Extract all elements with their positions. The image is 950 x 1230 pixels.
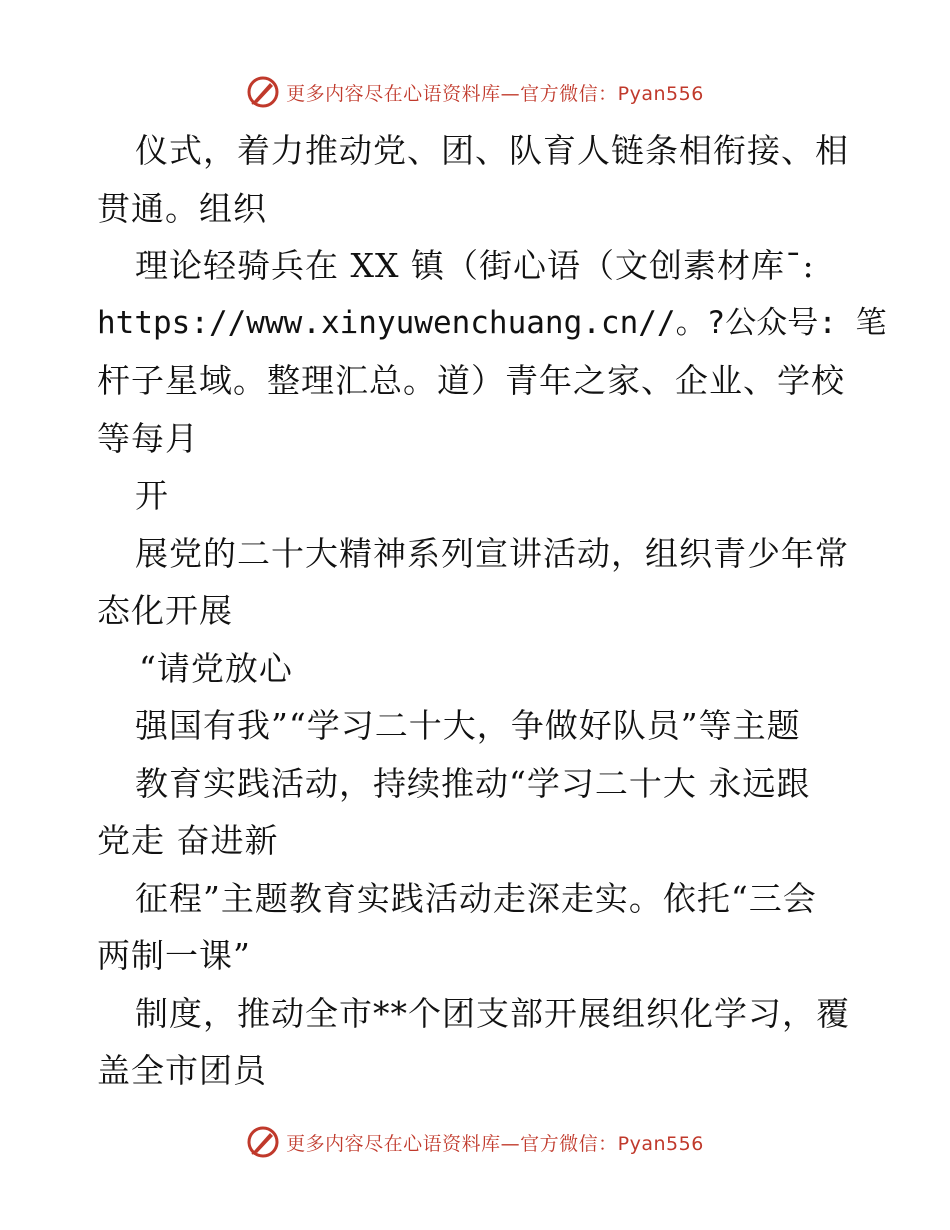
body-line: 贯通。组织 — [97, 188, 267, 228]
header-banner — [0, 72, 950, 112]
body-line: 开 — [135, 476, 169, 515]
body-line: 两制一课” — [97, 936, 251, 975]
footer-banner-text: 更多内容尽在心语资料库—官方微信：Pyan556 — [286, 1132, 704, 1155]
footer-banner — [0, 1122, 950, 1162]
body-line: 态化开展 — [97, 591, 233, 630]
body-line: 理论轻骑兵在 XX 镇（街心语（文创素材库¯: — [135, 246, 815, 285]
document-body — [97, 122, 887, 1100]
header-banner-text: 更多内容尽在心语资料库—官方微信：Pyan556 — [286, 82, 704, 105]
body-line: 盖全市团员 — [97, 1051, 267, 1090]
body-line-url: https://www.xinyuwenchuang.cn//。?公众号: 笔 — [97, 304, 887, 341]
body-line: 展党的二十大精神系列宣讲活动，组织青少年常 — [135, 533, 849, 573]
feather-pen-logo-icon — [246, 75, 280, 109]
body-line: 征程”主题教育实践活动走深走实。依托“三会 — [135, 878, 817, 918]
body-line: 教育实践活动，持续推动“学习二十大 永远跟 — [135, 763, 811, 803]
body-line: 仪式，着力推动党、团、队育人链条相衔接、相 — [135, 131, 849, 170]
feather-pen-logo-icon — [246, 1125, 280, 1159]
body-line: 杆子星域。整理汇总。道）青年之家、企业、学校 — [97, 361, 845, 400]
body-line: 强国有我”“学习二十大，争做好队员”等主题 — [135, 706, 801, 745]
body-line: 党走 奋进新 — [97, 821, 279, 860]
body-line: 制度，推动全市**个团支部开展组织化学习，覆 — [135, 993, 850, 1033]
body-line: 等每月 — [97, 418, 199, 458]
body-line: “请党放心 — [139, 648, 293, 688]
